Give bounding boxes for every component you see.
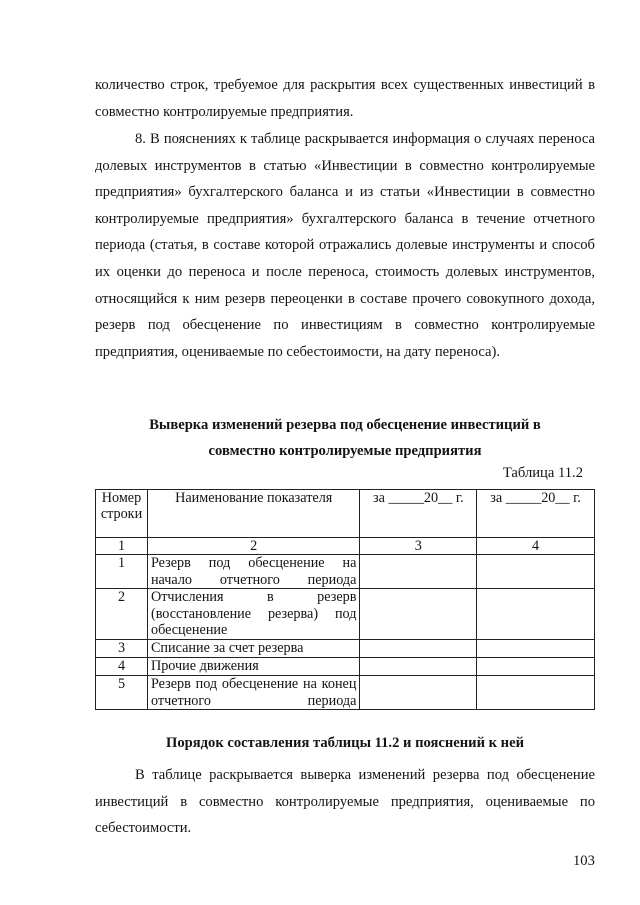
table-caption: Таблица 11.2 [502,465,583,481]
header-period-1: за _____20__ г. [360,490,477,538]
value-cell[interactable] [360,658,477,676]
table-row [96,676,595,710]
table-row [96,658,595,676]
column-numbers-row [96,538,595,555]
header-row-no: Номер строки [96,490,148,538]
row-number: 4 [96,658,148,676]
table-title-line-1: Выверка изменений резерва под обесценение инвестиций в [149,417,541,433]
value-cell[interactable] [477,555,595,589]
row-name: Резерв под обесценение на конец отчетного периода [147,676,359,710]
row-number: 3 [96,640,148,658]
row-name: Резерв под обесценение на начало отчетного периода [147,555,359,589]
value-cell[interactable] [477,676,595,710]
row-name: Отчисления в резерв (восстановление резерва) под обесценение [147,589,359,640]
value-cell[interactable] [360,555,477,589]
value-cell[interactable] [360,640,477,658]
table-row [96,640,595,658]
value-cell[interactable] [477,640,595,658]
table-title-line-2: совместно контролируемые предприятия [208,443,482,459]
procedure-paragraph: В таблице раскрывается выверка изменений резерва под обесценение инвестиций в совместно контролируемые предприятия, оцениваемые по себестоимости. [95,767,595,837]
table-header-row [96,490,595,538]
value-cell[interactable] [360,676,477,710]
row-name: Списание за счет резерва [147,640,359,658]
paragraph-8: 8. В пояснениях к таблице раскрывается информация о случаях переноса долевых инструментов в статью «Инвестиции в совместно контролируемые предприятия» бухгалтерского баланса и из статьи «Инвестиции в совместно контролируемые предприятия» бухгалтерского баланса в течение отчетного периода (статья, в составе которой отражались долевые инструменты и способ их оценки до переноса и после переноса, стоимость долевых инструментов, относящийся к ним резерв переоценки в составе прочего совокупного дохода, резерв под обесценение по инвестициям в совместно контролируемые предприятия, оцениваемые по себестоимости, на дату переноса). [95,131,595,360]
row-number: 1 [96,555,148,589]
value-cell[interactable] [477,589,595,640]
column-number: 2 [147,538,359,555]
value-cell[interactable] [477,658,595,676]
page-number: 103 [573,853,595,869]
procedure-title: Порядок составления таблицы 11.2 и пояснений к ней [166,735,524,751]
value-cell[interactable] [360,589,477,640]
header-indicator: Наименование показателя [147,490,359,538]
row-number: 5 [96,676,148,710]
header-period-2: за _____20__ г. [477,490,595,538]
column-number: 3 [360,538,477,555]
row-name: Прочие движения [147,658,359,676]
table-row [96,555,595,589]
intro-paragraph: количество строк, требуемое для раскрытия всех существенных инвестиций в совместно контролируемые предприятия. [95,77,595,120]
table-row [96,589,595,640]
row-number: 2 [96,589,148,640]
column-number: 4 [477,538,595,555]
reserve-table [95,489,595,710]
column-number: 1 [96,538,148,555]
